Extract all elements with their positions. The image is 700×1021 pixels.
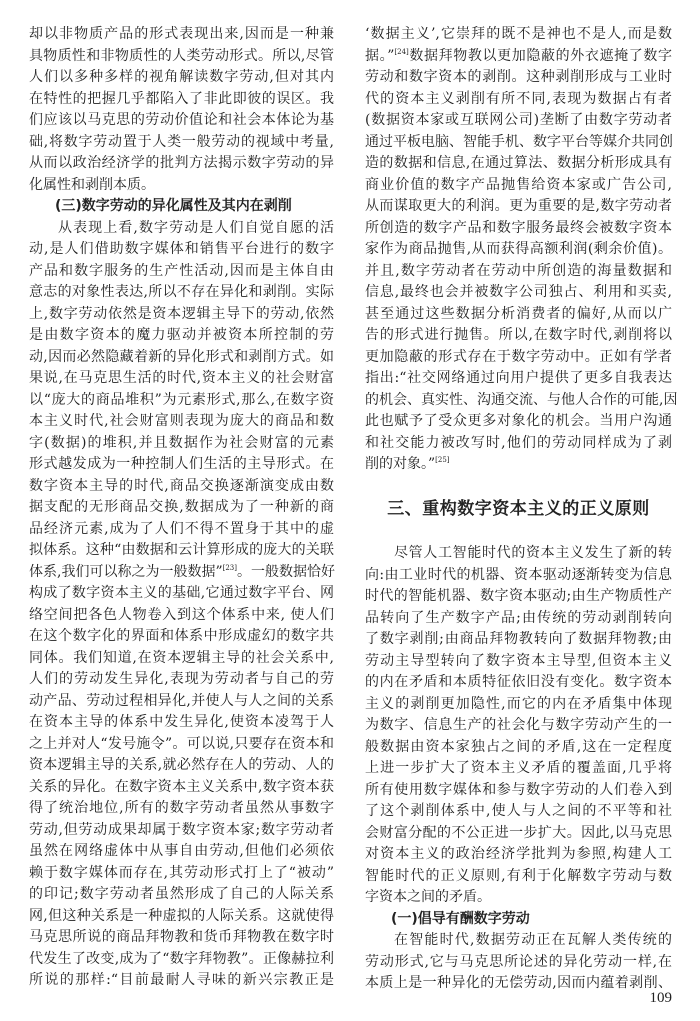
text-line: 尽管人工智能时代的资本主义发生了新的转: [394, 545, 672, 561]
text-line: 之上并对人“发号施令”。可以说,只要存在资本和: [29, 735, 334, 752]
text-line: 们应该以马克思的劳动价值论和社会本体论为基: [29, 112, 334, 128]
text-line: 和社交能力被改写时,他们的劳动同样成为了剥: [365, 434, 672, 451]
text-line: 所说的那样:“目前最耐人寻味的新兴宗教正是: [29, 972, 334, 988]
text-segment: 数据拜物教以更加隐蔽的外衣遮掩了数字: [408, 47, 672, 64]
text-line: [365, 46, 672, 68]
text-line: 础,将数字劳动置于人类一般劳动的视域中考量,: [29, 133, 334, 150]
text-line: 更加隐蔽的形式存在于数字劳动中。正如有学者: [365, 348, 672, 365]
text-line: 劳动,但劳动成果却属于数字资本家;数字劳动者: [29, 821, 334, 838]
subsection-heading: (三)数字劳动的异化属性及其内在剥削: [55, 198, 292, 214]
text-line: 代发生了改变,成为了“数字拜物教”。正像赫拉利: [29, 950, 334, 967]
text-line: 代的资本主义剥削有所不同,表现为数据占有者: [365, 90, 672, 107]
text-segment: 据。”: [365, 47, 395, 64]
text-line: ‘数据主义’,它崇拜的既不是神也不是人,而是数: [365, 26, 672, 42]
text-line: 字(数据)的堆积,并且数据作为社会财富的元素: [29, 434, 334, 451]
text-line: 上进一步扩大了资本主义矛盾的覆盖面,几乎将: [365, 760, 672, 776]
text-segment: 削的对象。”: [365, 456, 436, 472]
text-line: 品经济元素,成为了人们不得不置身于其中的虚: [29, 520, 334, 537]
text-line: 赖于数字媒体而存在,其劳动形式打上了“被动”: [29, 864, 334, 881]
text-line: 甚至通过这些数据分析消费者的偏好,从而以广: [365, 305, 672, 322]
text-line: 资本逻辑主导的关系,就必然存在人的劳动、人的: [29, 757, 334, 773]
paragraph: [365, 543, 672, 909]
text-segment: 。一般数据恰好: [236, 563, 335, 580]
text-line: 告的形式进行抛售。所以,在数字时代,剥削将以: [365, 327, 672, 343]
text-line: 对资本主义的政治经济学批判为参照,构建人工: [365, 846, 672, 862]
text-line: 从而谋取更大的利润。更为重要的是,数字劳动者: [365, 198, 672, 214]
text-line: 劳动主导型转向了数字资本主导型,但资本主义: [365, 652, 672, 669]
text-line: 以“庞大的商品堆积”为元素形式,那么,在数字资: [29, 391, 334, 408]
text-line: 动产品、劳动过程相异化,并使人与人之间的关系: [29, 692, 334, 709]
text-line: 上,数字劳动依然是资本逻辑主导下的劳动,依然: [29, 305, 334, 322]
text-line: 动,是人们借助数字媒体和销售平台进行的数字: [29, 241, 334, 257]
text-line: 络空间把各色人物卷入到这个体系中来, 使人们: [29, 606, 334, 623]
text-line: 据支配的无形商品交换,数据成为了一种新的商: [29, 499, 334, 515]
text-line: 般数据由资本家独占之间的矛盾,这在一定程度: [365, 738, 672, 755]
text-line: 的机会、真实性、沟通交流、与他人合作的可能,因: [365, 391, 678, 408]
text-line: 在智能时代,数据劳动正在瓦解人类传统的: [394, 932, 672, 948]
text-line: 此也赋予了受众更多对象化的机会。当用户沟通: [365, 413, 672, 429]
text-line: 却以非物质产品的形式表现出来,因而是一种兼: [29, 26, 334, 42]
text-line: 向:由工业时代的机器、资本驱动逐渐转变为信息: [365, 566, 672, 583]
text-line: 从而以政治经济学的批判方法揭示数字劳动的异: [29, 155, 334, 171]
text-line: 在资本主导的体系中发生异化,使资本凌驾于人: [29, 714, 334, 730]
text-line: 果说,在马克思生活的时代,资本主义的社会财富: [29, 370, 334, 386]
text-line: 指出:“社交网络通过向用户提供了更多自我表达: [365, 370, 672, 386]
text-line: 人们以多种多样的视角解读数字劳动,但对其内: [29, 69, 334, 85]
text-line: 马克思所说的商品拜物教和货币拜物教在数字时: [29, 929, 334, 945]
text-line: 形式越发成为一种控制人们生活的主导形式。在: [29, 456, 334, 472]
text-line: 了这个剥削体系中,使人与人之间的不平等和社: [365, 803, 672, 819]
section-heading: 三、重构数字资本主义的正义原则: [387, 498, 650, 519]
text-line: 字资本之间的矛盾。: [365, 889, 491, 905]
text-line: 主义的剥削更加隐性,而它的内在矛盾集中体现: [365, 695, 672, 712]
text-line: 在这个数字化的界面和体系中形成虚幻的数字共: [29, 628, 334, 644]
text-line: 化属性和剥削本质。: [29, 176, 155, 193]
text-line: 造的数据和信息,在通过算法、数据分析形成具有: [365, 155, 672, 171]
text-line: 拟体系。这种“由数据和云计算形成的庞大的关联: [29, 542, 334, 558]
text-line: 所有使用数字媒体和参与数字劳动的人们卷入到: [365, 781, 672, 798]
paragraph: [29, 218, 334, 992]
text-line: 本质上是一种异化的无偿劳动,因而内蕴着剥削、: [365, 975, 672, 991]
text-line: 在特性的把握几乎都陷入了非此即彼的误区。我: [29, 90, 334, 107]
text-line: 的内在矛盾和本质特征依旧没有变化。数字资本: [365, 674, 672, 690]
text-line: 劳动和数字资本的剥削。这种剥削形成与工业时: [365, 69, 672, 85]
text-line: 信息,最终也会并被数字公司独占、利用和买卖,: [365, 284, 672, 300]
text-line: [365, 454, 672, 476]
text-line: 具物质性和非物质性的人类劳动形式。所以,尽管: [29, 47, 334, 64]
text-line: 数字资本主导的时代,商品交换逐渐演变成由数: [29, 477, 334, 494]
text-line: 网,但这种关系是一种虚拟的人际关系。这就使得: [29, 907, 334, 924]
text-line: 人们的劳动发生异化,表现为劳动者与自己的劳: [29, 671, 334, 687]
text-line: 商业价值的数字产品抛售给资本家或广告公司,: [365, 176, 672, 193]
text-line: 通过平板电脑、智能手机、数字平台等媒介共同创: [365, 133, 673, 150]
left-column: [29, 24, 334, 992]
citation-ref: [24]: [394, 47, 409, 56]
text-line: 了数字剥削;由商品拜物教转向了数据拜物教;由: [365, 631, 672, 647]
right-column: [365, 24, 678, 995]
text-line: 并且,数字劳动者在劳动中所创造的海量数据和: [365, 262, 672, 279]
paragraph: [365, 930, 672, 995]
text-line: 家作为商品抛售,从而获得高额利润(剩余价值)。: [365, 241, 672, 257]
text-line: 动,因而必然隐藏着新的异化形式和剥削方式。如: [29, 348, 334, 365]
paragraph: [29, 24, 334, 196]
text-line: 得了统治地位,所有的数字劳动者虽然从事数字: [29, 800, 334, 816]
text-line: 为数字、信息生产的社会化与数字劳动产生的一: [365, 717, 672, 733]
text-line: (数据资本家或互联网公司)垄断了由数字劳动者: [365, 112, 672, 128]
text-line: 时代的智能机器、数字资本驱动;由生产物质性产: [365, 588, 672, 604]
text-line: 会财富分配的不公正进一步扩大。因此,以马克思: [365, 824, 672, 841]
text-line: 劳动形式,它与马克思所论述的异化劳动一样,在: [365, 953, 672, 970]
page-number: 109: [649, 990, 672, 1006]
citation-ref: [25]: [435, 456, 450, 464]
text-line: [29, 562, 334, 584]
text-line: 构成了数字资本主义的基础,它通过数字平台、网: [29, 585, 334, 601]
text-line: 同体。我们知道,在资本逻辑主导的社会关系中,: [29, 649, 334, 666]
text-line: 品转向了生产数字产品;由传统的劳动剥削转向: [365, 609, 672, 626]
text-line: 意志的对象性表达,所以不存在异化和剥削。实际: [29, 284, 334, 300]
text-line: 虽然在网络虚体中从事自由劳动,但他们必须依: [29, 843, 334, 859]
citation-ref: [23]: [222, 563, 237, 572]
text-line: 产品和数字服务的生产性活动,因而是主体自由: [29, 262, 334, 279]
text-line: 的印记;数字劳动者虽然形成了自己的人际关系: [29, 886, 334, 902]
text-line: 智能时代的正义原则,有利于化解数字劳动与数: [365, 867, 672, 884]
text-line: 关系的异化。在数字资本主义关系中,数字资本获: [29, 778, 334, 795]
text-line: 本主义时代,社会财富则表现为庞大的商品和数: [29, 413, 334, 429]
text-line: 所创造的数字产品和数字服务最终会被数字资本: [365, 219, 672, 236]
text-line: 从表现上看,数字劳动是人们自觉自愿的活: [58, 219, 334, 236]
subsection-heading: (一)倡导有酬数字劳动: [391, 910, 530, 927]
paragraph: [365, 24, 678, 476]
text-line: 是由数字资本的魔力驱动并被资本所控制的劳: [29, 327, 334, 343]
text-segment: 体系,我们可以称之为一般数据”: [29, 563, 223, 580]
